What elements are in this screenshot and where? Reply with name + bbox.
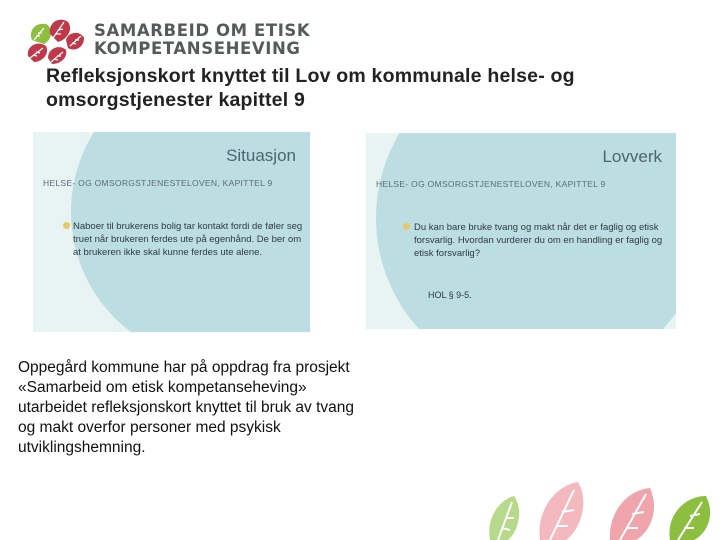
bullet-icon <box>403 223 410 230</box>
logo-leaves-icon <box>26 14 86 64</box>
reflection-card-situation <box>33 132 310 332</box>
card-heading: Lovverk <box>602 147 662 166</box>
card-subheading: HELSE- OG OMSORGSTJENESTELOVEN, KAPITTEL 9 <box>43 178 273 188</box>
reflection-card-law <box>366 133 676 329</box>
card-heading: Situasjon <box>226 146 296 165</box>
card-body: Du kan bare bruke tvang og makt når det er faglig og etisk forsvarlig. Hvordan vurderer du om en handling er faglig og etisk forsvarlig? <box>414 222 663 259</box>
card-body: Naboer til brukerens bolig tar kontakt fordi de føler seg truet når brukeren ferdes ute på egenhånd. De ber om at brukeren ikke skal kunne ferdes ute alene. <box>73 221 303 258</box>
description-text: Oppegård kommune har på oppdrag fra prosjekt «Samarbeid om etisk kompetanseheving» utarbeidet refleksjonskort knyttet til bruk av tvang og makt overfor personer med psykisk utviklingshemning. <box>18 359 354 456</box>
bullet-icon <box>63 222 70 229</box>
page-title: Refleksjonskort knyttet til Lov om kommunale helse- og omsorgstjenester kapittel 9 <box>46 65 575 111</box>
logo-line-2: KOMPETANSEHEVING <box>94 39 301 58</box>
card-law-reference: HOL § 9-5. <box>428 290 472 300</box>
decorative-leaves-icon <box>470 440 720 540</box>
card-subheading: HELSE- OG OMSORGSTJENESTELOVEN, KAPITTEL 9 <box>376 179 606 189</box>
logo-text <box>94 22 310 58</box>
logo-line-1: SAMARBEID OM ETISK <box>94 21 311 40</box>
